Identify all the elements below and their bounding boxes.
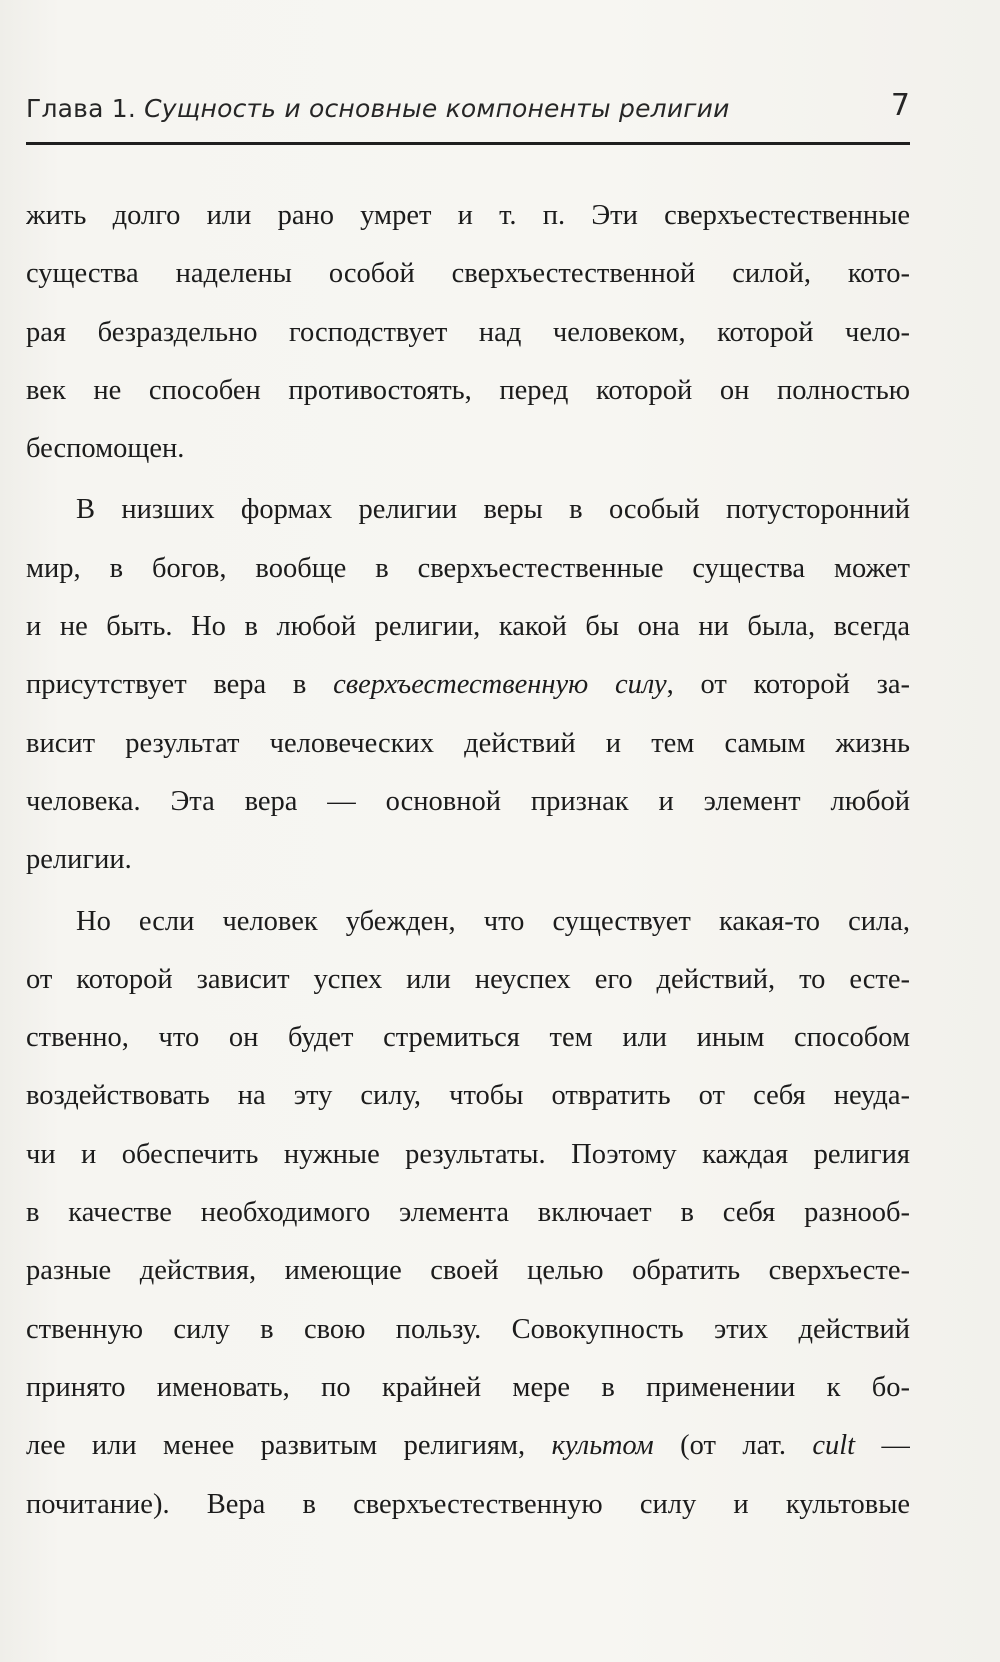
chapter-heading xyxy=(26,94,730,123)
text-line xyxy=(26,842,910,900)
text-line xyxy=(26,492,910,550)
text-run: почитание). Вера в сверхъестественную силу и культовые xyxy=(26,1488,910,1520)
running-header xyxy=(26,88,910,128)
text-run: , от которой за- xyxy=(666,669,910,701)
text-run: мир, в богов, вообще в сверхъестественные существа может xyxy=(26,552,910,584)
text-line xyxy=(26,551,910,609)
body-text xyxy=(26,198,910,1545)
text-run: ственно, что он будет стремиться тем или иным способом xyxy=(26,1022,910,1054)
page-number: 7 xyxy=(890,88,910,123)
text-line xyxy=(26,1370,910,1428)
text-run: висит результат человеческих действий и тем самым жизнь xyxy=(26,727,910,759)
text-run: В низших формах религии веры в особый потусторонний xyxy=(76,494,910,526)
text-run: жить долго или рано умрет и т. п. Эти сверхъестественные xyxy=(26,200,910,231)
chapter-title: Сущность и основные компоненты религии xyxy=(144,94,730,123)
text-line xyxy=(26,256,910,314)
text-line xyxy=(26,667,910,725)
text-line xyxy=(26,1312,910,1370)
text-line xyxy=(26,1078,910,1136)
text-run: от которой зависит успех или неуспех его действий, то есте- xyxy=(26,963,910,995)
text-run: лее или менее развитым религиям, xyxy=(26,1430,552,1462)
text-line xyxy=(26,726,910,784)
text-run: ственную силу в свою пользу. Совокупность этих действий xyxy=(26,1313,910,1345)
text-line xyxy=(26,1020,910,1078)
text-run: существа наделены особой сверхъестественной силой, кото- xyxy=(26,258,910,290)
paragraph xyxy=(26,492,910,900)
text-run: (от лат. xyxy=(653,1430,813,1462)
text-run: чи и обеспечить нужные результаты. Поэтому каждая религия xyxy=(26,1138,910,1170)
text-line xyxy=(26,1428,910,1486)
text-line xyxy=(26,1487,910,1545)
text-run: рая безраздельно господствует над человеком, которой чело- xyxy=(26,316,910,348)
text-run: Но если человек убежден, что существует какая-то сила, xyxy=(76,905,910,937)
text-line xyxy=(26,373,910,431)
text-run: беспомощен. xyxy=(26,433,185,465)
text-run: присутствует вера в xyxy=(26,669,334,701)
text-line xyxy=(26,904,910,962)
text-run: принято именовать, по крайней мере в применении к бо- xyxy=(26,1371,910,1403)
text-line xyxy=(26,1253,910,1311)
text-run: воздействовать на эту силу, чтобы отвратить от себя неуда- xyxy=(26,1080,910,1112)
text-line xyxy=(26,1195,910,1253)
text-line xyxy=(26,431,910,489)
text-line xyxy=(26,962,910,1020)
italic-term: cult xyxy=(812,1430,856,1462)
chapter-label: Глава 1. xyxy=(26,94,136,123)
text-run: разные действия, имеющие своей целью обратить сверхъесте- xyxy=(26,1255,910,1287)
text-line xyxy=(26,609,910,667)
text-run: в качестве необходимого элемента включает в себя разнооб- xyxy=(26,1197,910,1229)
text-run: религии. xyxy=(26,844,132,876)
italic-term: сверхъестественную силу xyxy=(333,669,667,701)
text-run: и не быть. Но в любой религии, какой бы она ни была, всегда xyxy=(26,611,910,643)
text-line xyxy=(26,315,910,373)
paragraph xyxy=(26,198,910,489)
paragraph xyxy=(26,904,910,1545)
text-run: — xyxy=(855,1430,910,1462)
text-run: век не способен противостоять, перед которой он полностью xyxy=(26,374,910,406)
header-rule xyxy=(26,142,910,145)
text-line xyxy=(26,1137,910,1195)
italic-term: культом xyxy=(551,1430,654,1462)
text-run: человека. Эта вера — основной признак и элемент любой xyxy=(26,785,910,817)
text-line xyxy=(26,198,910,256)
text-line xyxy=(26,784,910,842)
